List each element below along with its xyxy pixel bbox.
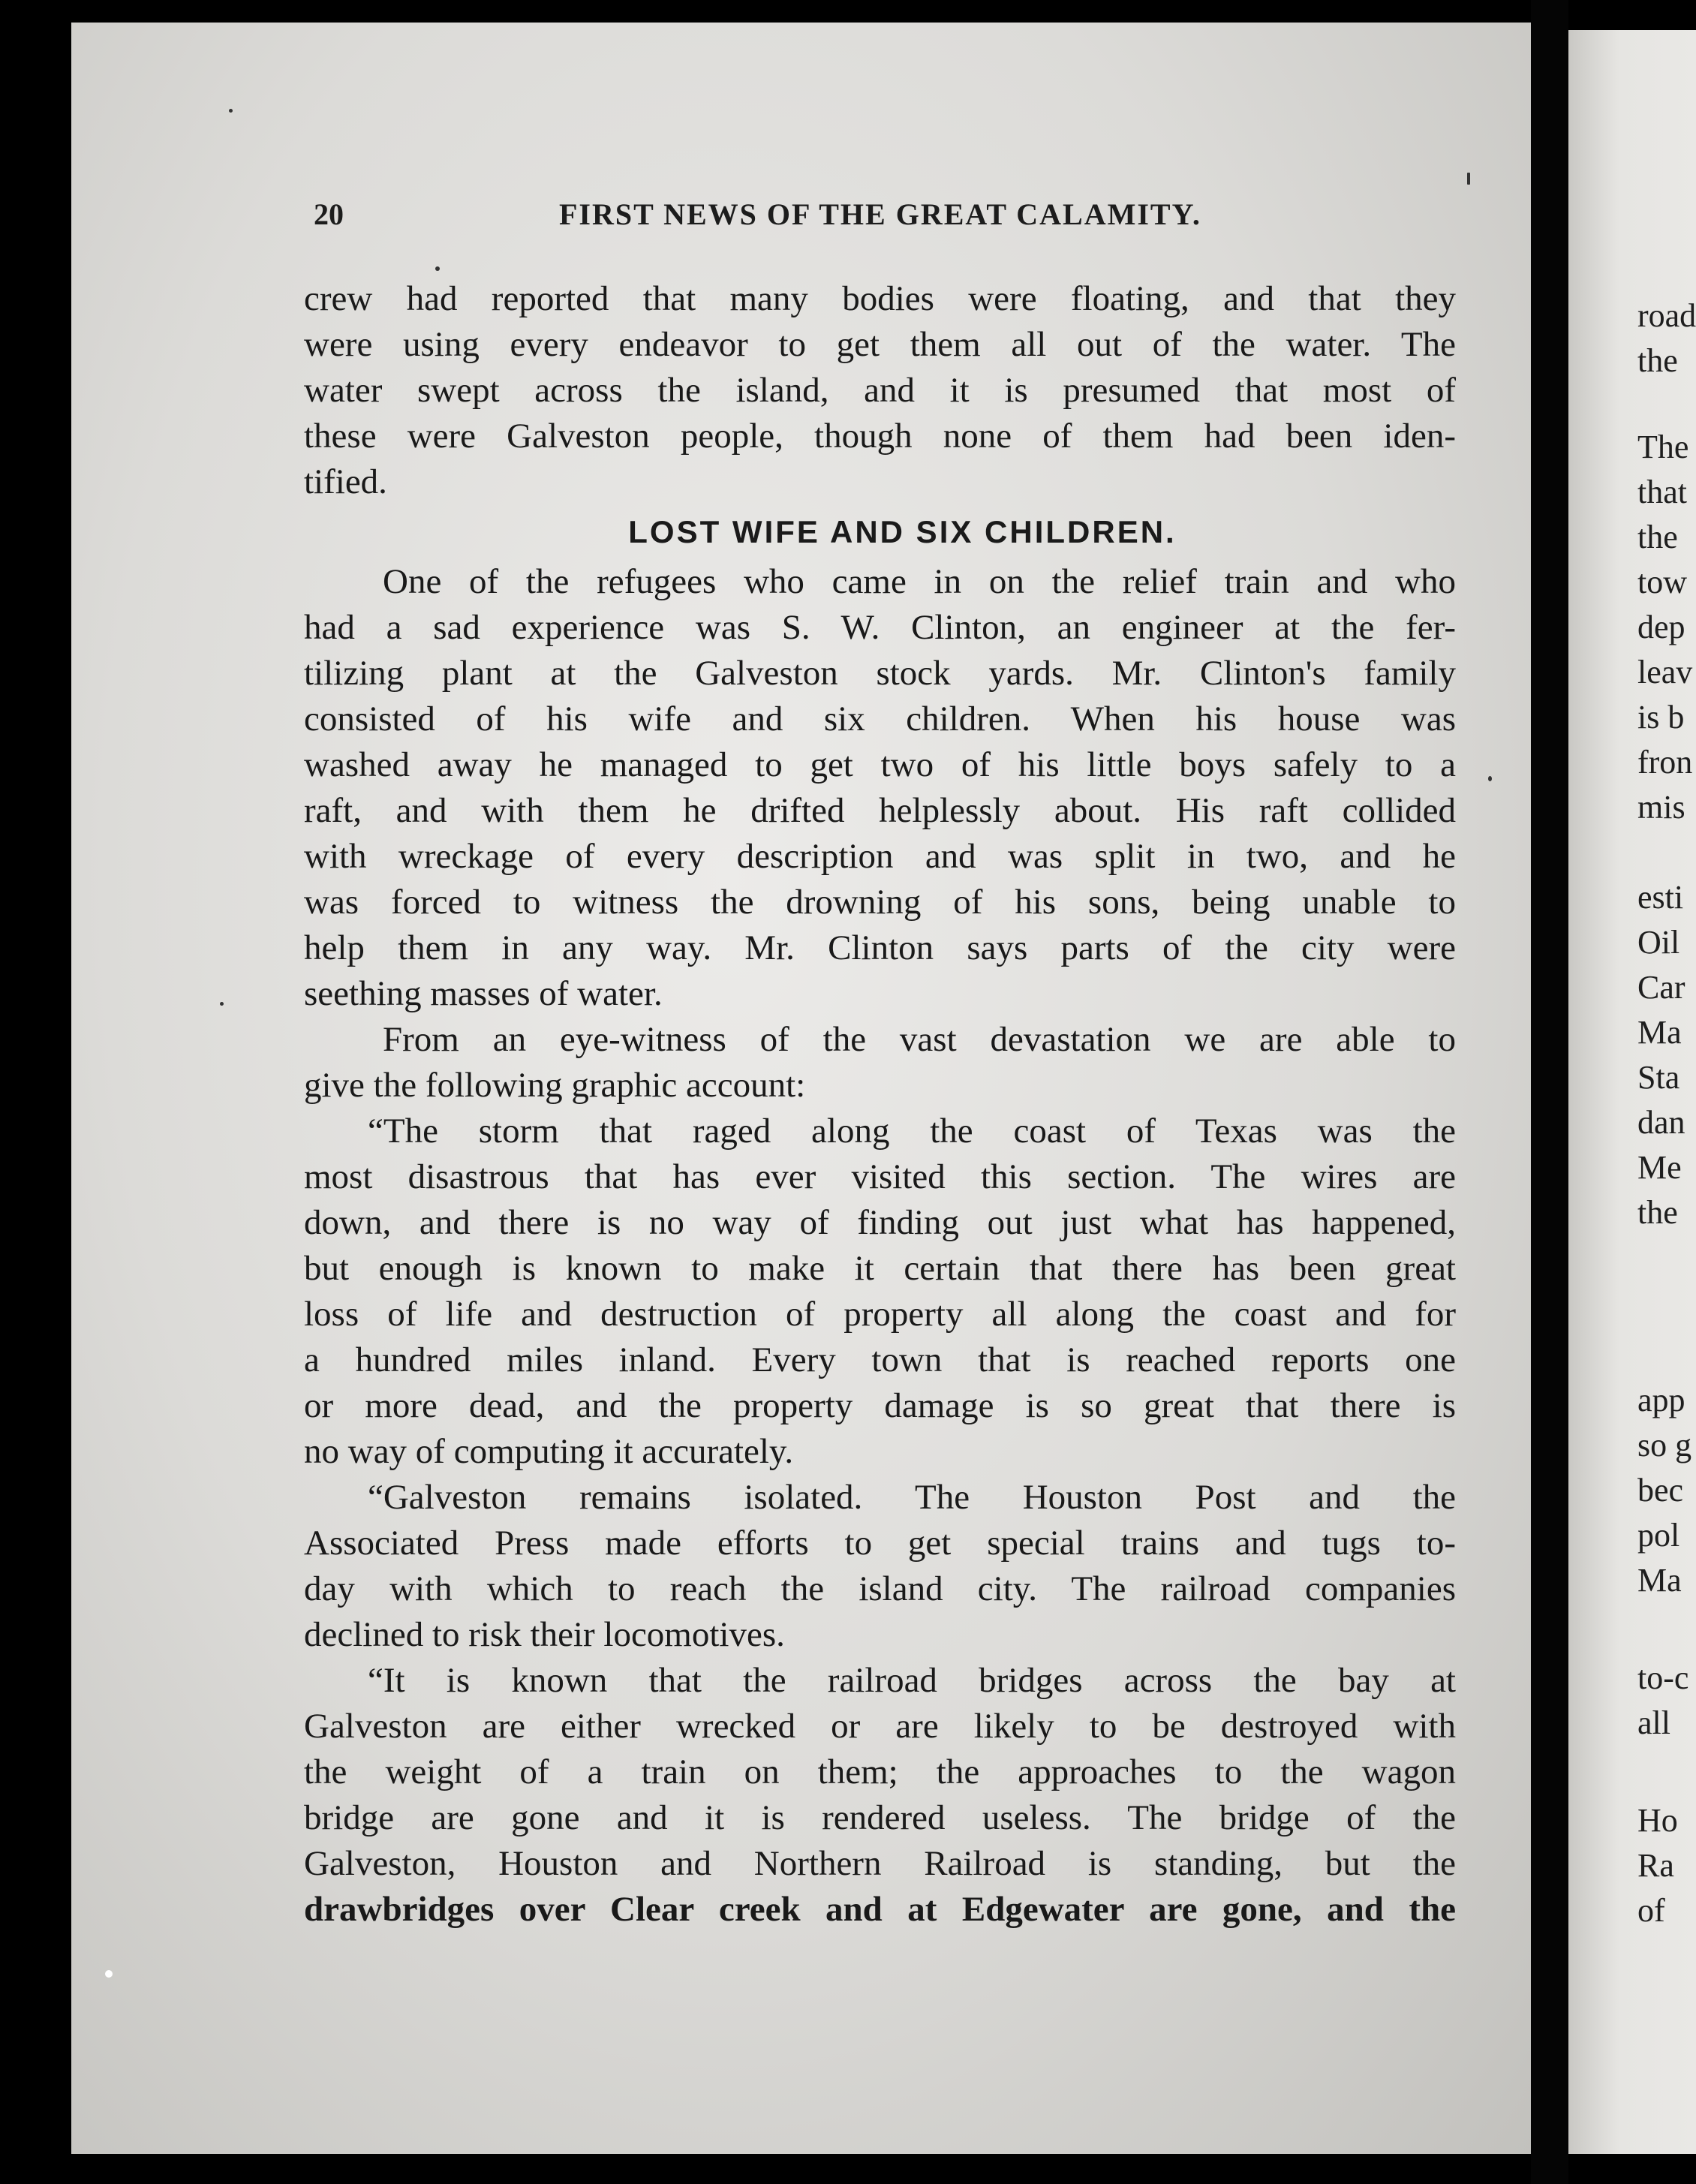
text-line: tilizing plant at the Galveston stock yards. Mr. Clinton's family (304, 654, 1456, 693)
page-number: 20 (314, 197, 344, 231)
text-line: Galveston are either wrecked or are likely to be destroyed with (304, 1707, 1456, 1746)
text-line: Associated Press made efforts to get special trains and tugs to- (304, 1524, 1456, 1563)
text-line: “Galveston remains isolated. The Houston Post and the (368, 1478, 1456, 1517)
text-line: declined to risk their locomotives. (304, 1615, 785, 1654)
text-line: drawbridges over Clear creek and at Edgewater are gone, and the (304, 1890, 1456, 1929)
facing-page-line: the (1637, 342, 1678, 379)
text-line: loss of life and destruction of property all along the coast and for (304, 1295, 1456, 1334)
facing-page-line: app (1637, 1382, 1685, 1418)
text-line: seething masses of water. (304, 974, 663, 1013)
facing-page-line: Ma (1637, 1014, 1682, 1051)
facing-page-line: leav (1637, 654, 1693, 690)
facing-page-line: the (1637, 519, 1678, 555)
text-line: most disastrous that has ever visited this section. The wires are (304, 1157, 1456, 1196)
facing-page-line: dan (1637, 1104, 1685, 1141)
text-line: was forced to witness the drowning of his sons, being unable to (304, 883, 1456, 922)
facing-page-line: Ho (1637, 1802, 1678, 1839)
text-line: or more dead, and the property damage is so great that there is (304, 1386, 1456, 1425)
facing-page-line: Ra (1637, 1847, 1674, 1884)
text-line: consisted of his wife and six children. When his house was (304, 699, 1456, 739)
facing-page-line: esti (1637, 879, 1684, 916)
paragraph-continued (304, 276, 1456, 505)
facing-page-line: mis (1637, 789, 1685, 826)
right-page (1568, 30, 1696, 2154)
scan-speck (220, 1002, 224, 1006)
facing-page-line: Sta (1637, 1059, 1680, 1096)
text-line: a hundred miles inland. Every town that is reached reports one (304, 1340, 1456, 1379)
section-body (304, 559, 1456, 1933)
text-line: had a sad experience was S. W. Clinton, an engineer at the fer- (304, 608, 1456, 647)
facing-page-line: to-c (1637, 1659, 1689, 1696)
text-line: water swept across the island, and it is presumed that most of (304, 371, 1456, 410)
facing-page-line: of (1637, 1892, 1665, 1929)
facing-page-line: pol (1637, 1517, 1680, 1554)
text-line: the weight of a train on them; the approaches to the wagon (304, 1752, 1456, 1791)
facing-page-line: is b (1637, 699, 1685, 736)
facing-page-line: the (1637, 1194, 1678, 1231)
text-line: no way of computing it accurately. (304, 1432, 794, 1471)
text-line: day with which to reach the island city. The railroad companies (304, 1569, 1456, 1608)
scan-speck (1467, 173, 1470, 185)
scan-speck (105, 1970, 113, 1978)
text-line: washed away he managed to get two of his little boys safely to a (304, 745, 1456, 784)
facing-page-line: bec (1637, 1472, 1684, 1509)
text-line: down, and there is no way of finding out just what has happened, (304, 1203, 1456, 1242)
facing-page-line: The (1637, 429, 1689, 465)
text-line: were using every endeavor to get them all out of the water. The (304, 325, 1456, 364)
scan-speck (435, 266, 440, 271)
facing-page-line: tow (1637, 564, 1687, 600)
scan-speck (229, 109, 233, 113)
text-line: help them in any way. Mr. Clinton says parts of the city were (304, 928, 1456, 967)
scan-speck (1488, 776, 1492, 781)
facing-page-line: fron (1637, 744, 1693, 781)
facing-page-line: Ma (1637, 1562, 1682, 1599)
body-text (304, 276, 1456, 1933)
text-line: One of the refugees who came in on the relief train and who (383, 562, 1456, 601)
text-line: raft, and with them he drifted helplessly about. His raft collided (304, 791, 1456, 830)
book-gutter (1531, 0, 1568, 2184)
text-line: crew had reported that many bodies were floating, and that they (304, 279, 1456, 318)
facing-page-line: Car (1637, 969, 1685, 1006)
facing-page-line: Oil (1637, 924, 1680, 961)
text-line: From an eye-witness of the vast devastation we are able to (383, 1020, 1456, 1059)
facing-page-line: road (1637, 297, 1696, 334)
text-line: with wreckage of every description and was split in two, and he (304, 837, 1456, 876)
facing-page-line: dep (1637, 609, 1685, 645)
text-line: these were Galveston people, though none of them had been iden- (304, 417, 1456, 456)
section-heading: LOST WIFE AND SIX CHILDREN. (628, 514, 1177, 549)
facing-page-line: that (1637, 474, 1687, 510)
facing-page-line: so g (1637, 1427, 1692, 1464)
text-line: give the following graphic account: (304, 1066, 806, 1105)
facing-page-line: all (1637, 1704, 1670, 1741)
text-line: “It is known that the railroad bridges across the bay at (368, 1661, 1456, 1700)
text-line: Galveston, Houston and Northern Railroad is standing, but the (304, 1844, 1456, 1883)
text-line: tified. (304, 462, 387, 501)
text-line: “The storm that raged along the coast of Texas was the (368, 1112, 1456, 1151)
facing-page-line: Me (1637, 1149, 1682, 1186)
text-line: but enough is known to make it certain that there has been great (304, 1249, 1456, 1288)
text-line: bridge are gone and it is rendered useless. The bridge of the (304, 1798, 1456, 1837)
running-head-title: FIRST NEWS OF THE GREAT CALAMITY. (559, 197, 1201, 231)
